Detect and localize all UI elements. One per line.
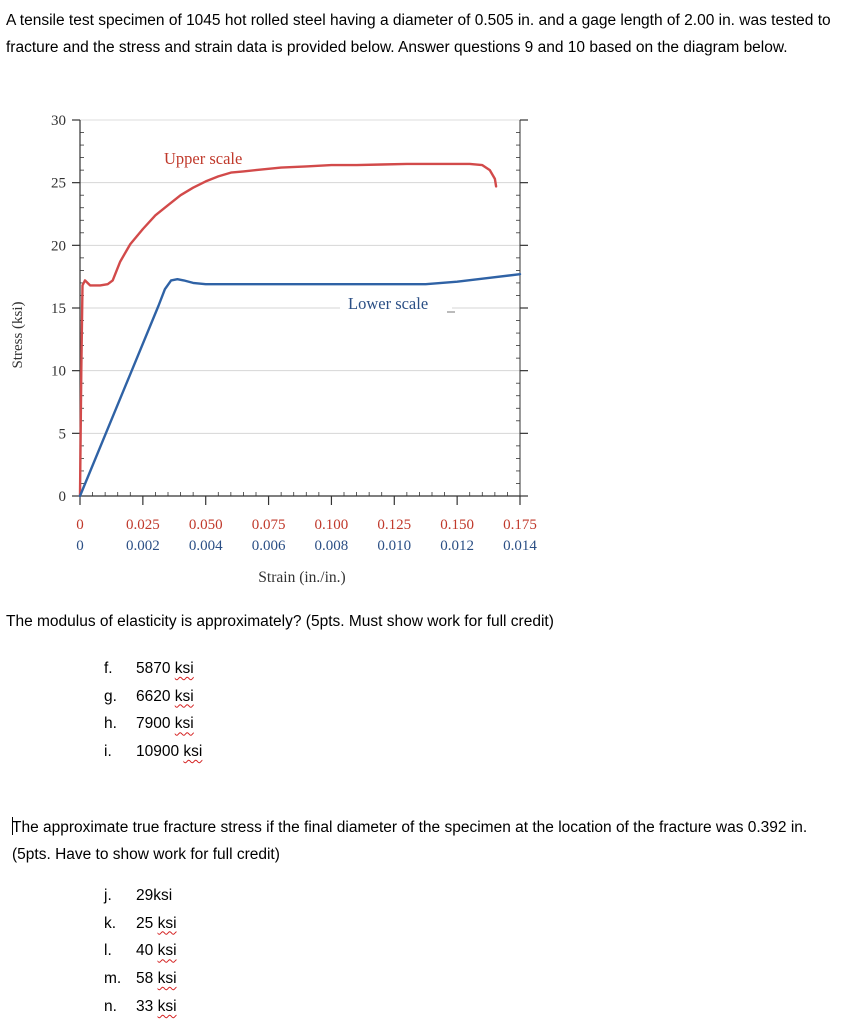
lower-scale-curve [80,274,520,496]
option-letter: g. [104,687,117,705]
fracture-stress-option [104,937,177,965]
x-tick-label-upper: 0.150 [440,517,475,533]
x-tick-label-upper: 0.050 [188,517,223,533]
option-unit: ksi [157,997,177,1015]
y-tick-label: 10 [51,363,66,380]
modulus-option [104,710,202,738]
modulus-option [104,655,202,683]
x-tick-label-lower: 0.014 [503,538,537,554]
grid [80,183,520,434]
question-fracture-stress [12,814,812,868]
option-unit: ksi [157,970,177,988]
y-tick-label: 15 [51,301,66,317]
fracture-stress-option [104,910,177,938]
option-value: 7900 [136,715,171,733]
option-letter: l. [104,942,112,960]
fracture-stress-option [104,993,177,1021]
option-letter: m. [104,970,122,988]
question-modulus: The modulus of elasticity is approximately? (5pts. Must show work for full credit) [6,613,554,630]
option-unit: ksi [183,743,203,761]
y-tick-label: 0 [58,489,66,505]
option-letter: h. [104,715,117,733]
problem-intro: A tensile test specimen of 1045 hot rolled steel having a diameter of 0.505 in. and a gage length of 2.00 in. was tested to fracture and the stress and strain data is provided below. Answer questions 9 and 10 based on the diagram below. [6,12,831,56]
upper-scale-curve [80,164,496,496]
option-letter: i. [104,743,112,761]
x-tick-label-lower: 0.004 [188,538,223,554]
option-letter: n. [104,997,117,1015]
ticks [72,120,528,505]
option-letter: f. [104,660,113,677]
option-unit: ksi [157,914,177,932]
upper-scale-annotation [164,149,242,168]
option-unit: ksi [174,660,194,677]
option-value: 29ksi [136,887,173,904]
option-value: 40 [136,942,154,960]
modulus-options [104,655,202,766]
fracture-stress-option [104,965,177,993]
lower-scale-label: Lower scale [348,294,429,313]
x-axis-label: Strain (in./in.) [258,569,346,586]
x-tick-label-upper: 0.075 [251,517,286,533]
x-tick-label-upper: 0.175 [503,517,537,533]
upper-scale-label: Upper scale [164,149,243,168]
modulus-option [104,683,202,711]
y-tick-label: 5 [58,426,66,443]
x-tick-label-upper: 0.025 [125,517,160,533]
x-tick-label-lower: 0.008 [314,538,349,554]
option-value: 58 [136,970,154,988]
y-tick-label: 30 [51,113,66,129]
x-tick-label-lower: 0.002 [125,538,160,554]
y-tick-label: 25 [51,175,66,192]
option-value: 5870 [136,660,171,677]
series [80,164,520,496]
option-letter: k. [104,914,117,932]
y-tick-label: 20 [51,238,66,255]
option-unit: ksi [174,715,194,733]
option-letter: j. [104,887,112,904]
option-value: 25 [136,914,154,932]
y-axis-label: Stress (ksi) [10,301,26,369]
lower-scale-annotation [340,288,455,313]
x-tick-label-upper: 0.100 [314,517,349,533]
x-tick-label-lower: 0 [76,538,84,554]
x-tick-label-lower: 0.006 [251,538,286,554]
fracture-stress-option [104,882,177,910]
x-tick-label-lower: 0.012 [440,538,475,554]
x-tick-label-lower: 0.010 [377,538,412,554]
x-tick-label-upper: 0.125 [377,517,412,533]
stress-strain-chart [0,100,560,600]
x-tick-label-upper: 0 [76,517,84,533]
option-unit: ksi [174,687,194,705]
fracture-stress-options [104,882,177,1020]
tick-labels [51,113,537,554]
question-fracture-stress-text: The approximate true fracture stress if the final diameter of the specimen at the location of the fracture was 0.392 in. (5pts. Have to show work for full credit) [12,819,808,863]
option-unit: ksi [157,942,177,960]
option-value: 6620 [136,687,171,705]
modulus-option [104,738,202,766]
option-value: 10900 [136,743,180,761]
option-value: 33 [136,997,154,1015]
